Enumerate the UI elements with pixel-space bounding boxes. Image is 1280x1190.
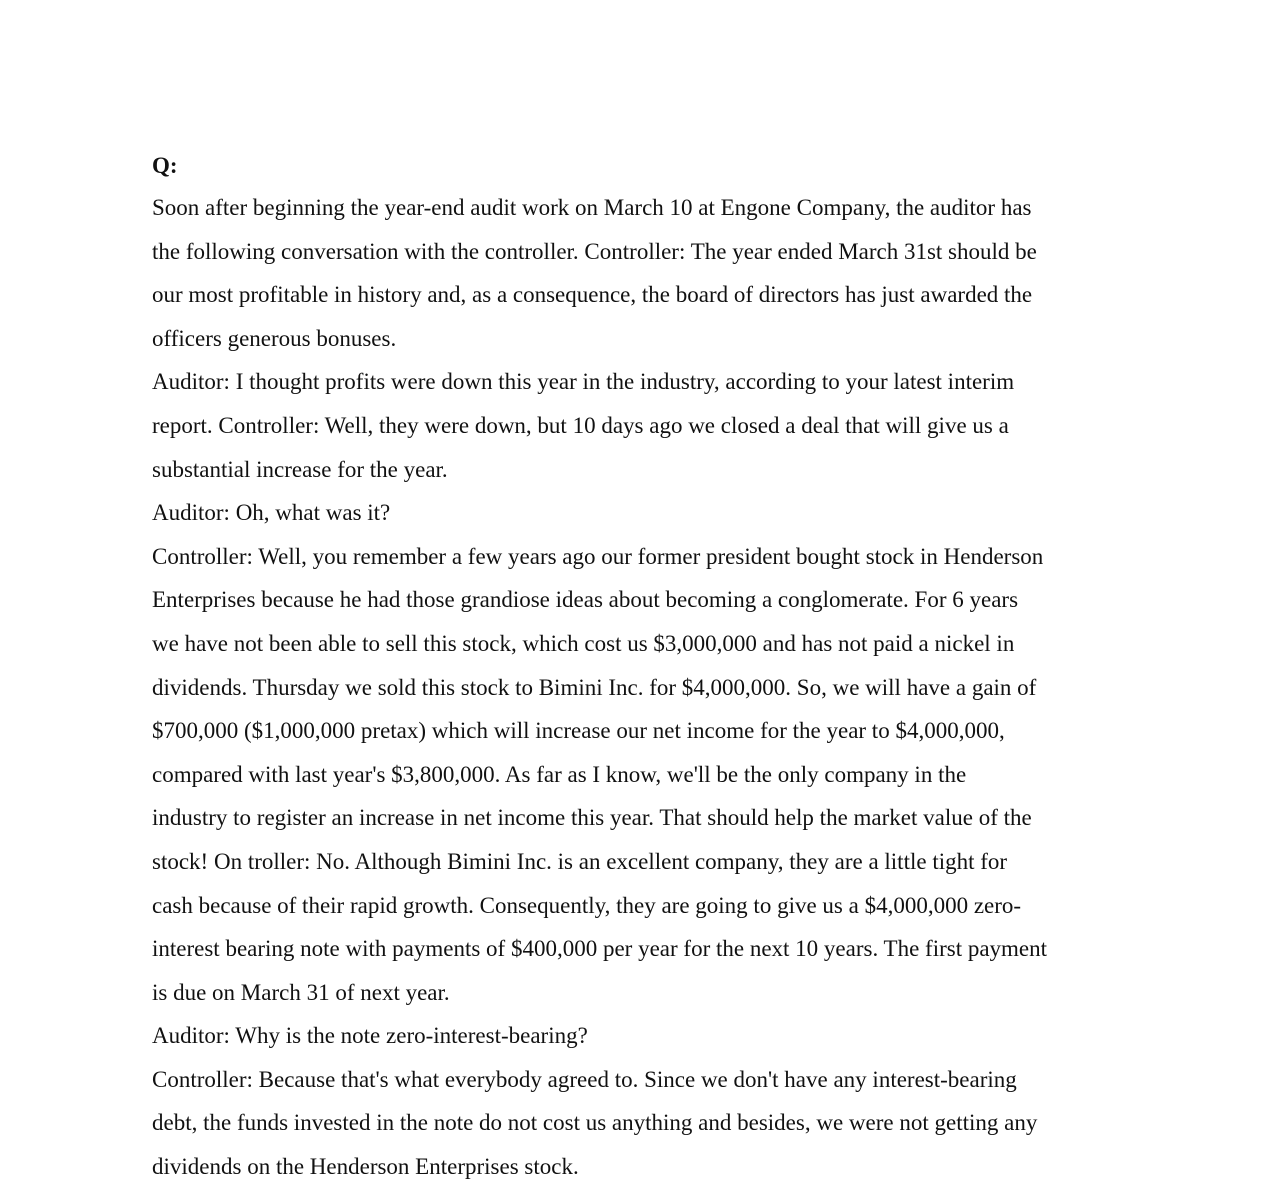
text-line: $700,000 ($1,000,000 pretax) which will increase our net income for the year to $4,000,000, xyxy=(152,718,1005,744)
text-line: Auditor: Why is the note zero-interest-bearing? xyxy=(152,1023,588,1049)
text-line: Soon after beginning the year-end audit work on March 10 at Engone Company, the auditor has xyxy=(152,195,1032,220)
text-line: Auditor: I thought profits were down this year in the industry, according to your latest interim xyxy=(152,369,1015,395)
text-line: report. Controller: Well, they were down, but 10 days ago we closed a deal that will give us a xyxy=(152,412,1009,438)
text-line: the following conversation with the controller. Controller: The year ended March 31st should be xyxy=(152,238,1037,264)
text-line: stock! On troller: No. Although Bimini Inc. is an excellent company, they are a little tight for xyxy=(152,848,1008,874)
text-line: we have not been able to sell this stock, which cost us $3,000,000 and has not paid a nickel in xyxy=(152,630,1015,656)
text-line: substantial increase for the year. xyxy=(152,456,448,482)
paragraph-controller-note-answer xyxy=(152,1058,1142,1189)
text-line: dividends. Thursday we sold this stock to Bimini Inc. for $4,000,000. So, we will have a gain of xyxy=(152,674,1037,700)
paragraph-auditor-note-question xyxy=(152,1014,1142,1058)
paragraph-intro xyxy=(152,186,1142,360)
paragraph-auditor-question xyxy=(152,491,1142,535)
text-line: our most profitable in history and, as a consequence, the board of directors has just awarded the xyxy=(152,282,1033,308)
text-line: Controller: Because that's what everybody agreed to. Since we don't have any interest-bearing xyxy=(152,1066,1017,1092)
text-line: Enterprises because he had those grandiose ideas about becoming a conglomerate. For 6 years xyxy=(152,587,1019,613)
text-line: Auditor: Oh, what was it? xyxy=(152,500,391,526)
text-line: dividends on the Henderson Enterprises stock. xyxy=(152,1154,579,1180)
text-line: industry to register an increase in net income this year. That should help the market value of the xyxy=(152,805,1032,831)
text-line: cash because of their rapid growth. Consequently, they are going to give us a $4,000,000 zero- xyxy=(152,892,1022,918)
text-line: debt, the funds invested in the note do not cost us anything and besides, we were not getting any xyxy=(152,1110,1038,1136)
paragraph-auditor-profits xyxy=(152,360,1142,491)
document-page xyxy=(152,146,1142,1189)
text-line: officers generous bonuses. xyxy=(152,325,397,351)
text-line: compared with last year's $3,800,000. As far as I know, we'll be the only company in the xyxy=(152,761,967,787)
question-label: Q: xyxy=(152,153,178,178)
text-line: interest bearing note with payments of $400,000 per year for the next 10 years. The first payment xyxy=(152,936,1048,962)
paragraph-controller-deal xyxy=(152,535,1142,1015)
text-line: Controller: Well, you remember a few years ago our former president bought stock in Henderson xyxy=(152,543,1044,569)
text-line: is due on March 31 of next year. xyxy=(152,979,450,1005)
